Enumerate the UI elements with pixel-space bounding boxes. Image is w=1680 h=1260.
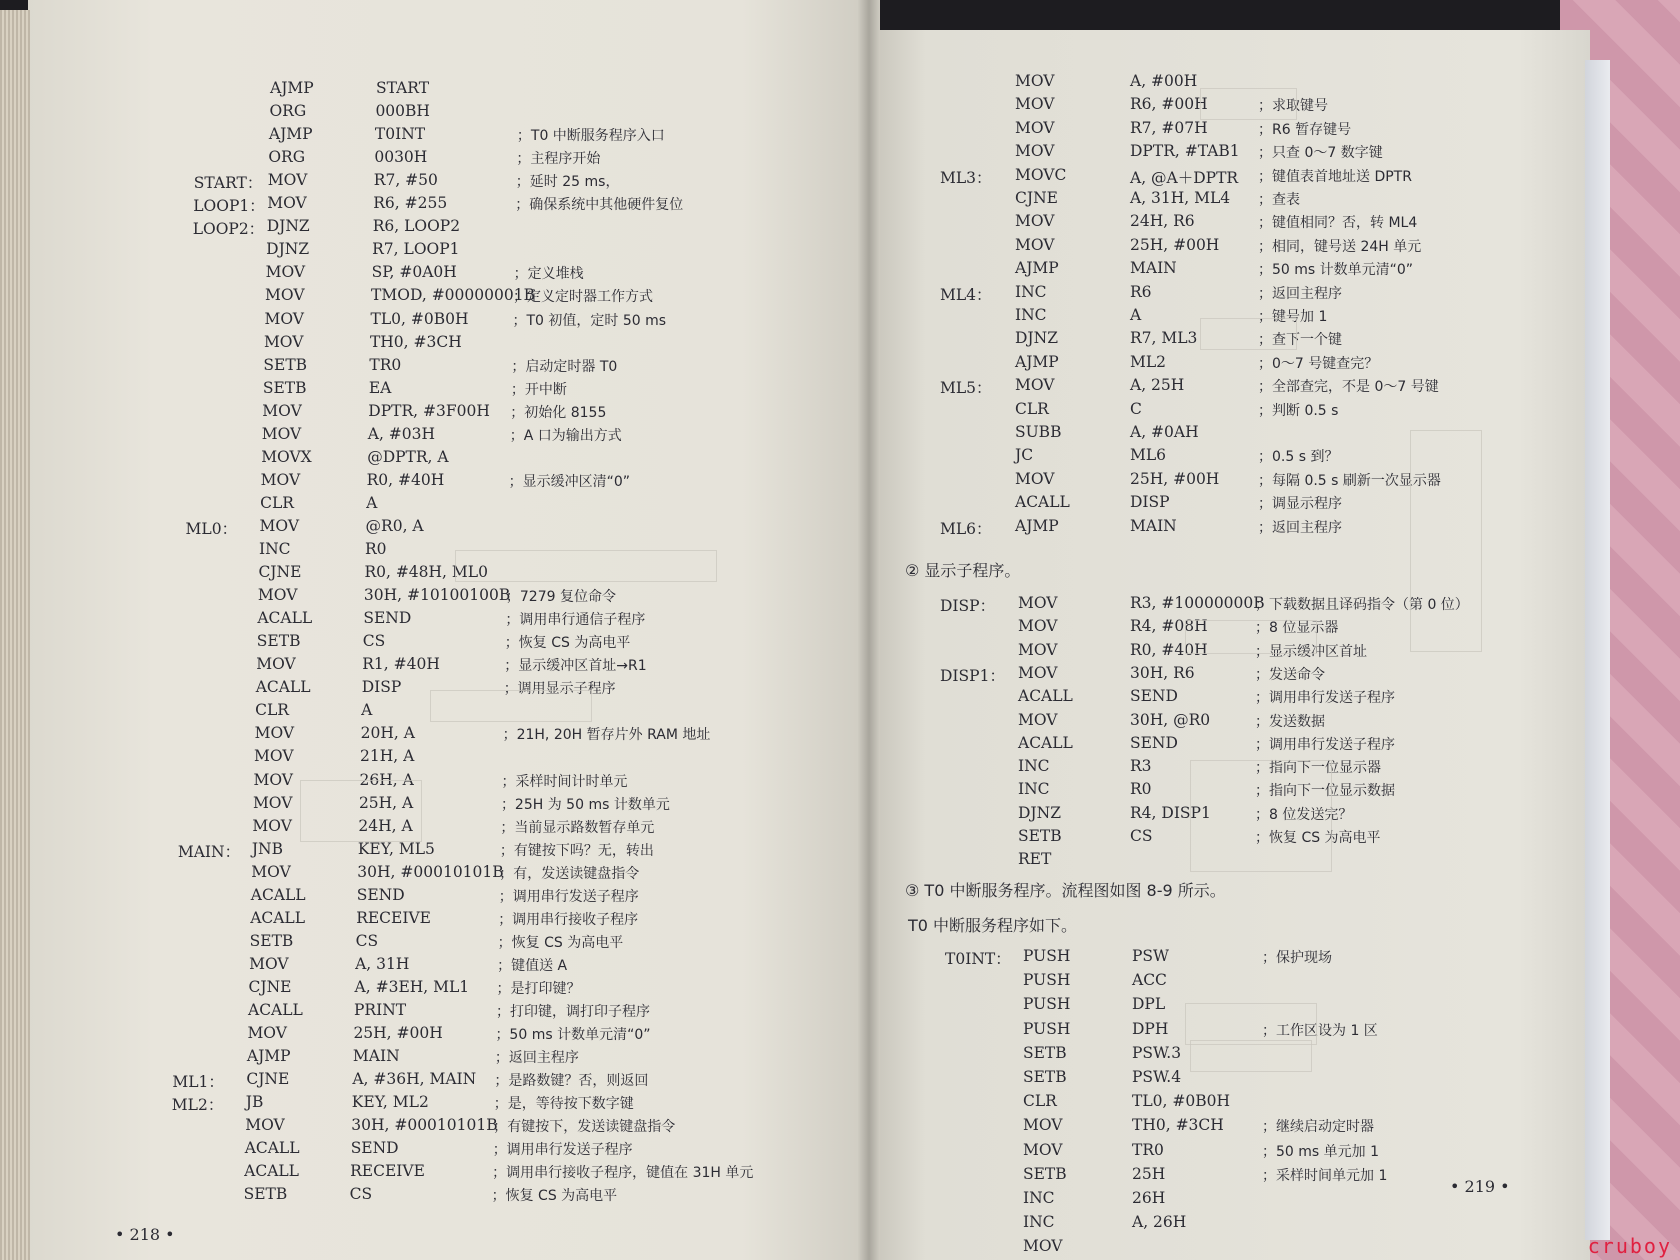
code-op: SETB xyxy=(1018,827,1062,845)
code-label: MAIN： xyxy=(177,842,241,861)
code-label: ML2： xyxy=(171,1096,224,1115)
code-arg: SEND xyxy=(356,885,405,904)
code-op: SETB xyxy=(263,355,308,374)
code-cmt: ；返回主程序 xyxy=(494,1050,579,1067)
code-cmt: ；保护现场 xyxy=(1262,950,1332,966)
code-arg: SEND xyxy=(350,1139,399,1158)
section-heading-t0: ③ T0 中断服务程序。流程图如图 8-9 所示。 xyxy=(905,881,1226,900)
code-cmt: ；50 ms 计数单元清“0” xyxy=(495,1027,651,1044)
code-arg: R3, #10000000B xyxy=(1130,594,1265,612)
code-arg: RECEIVE xyxy=(350,1162,425,1181)
code-op: CLR xyxy=(260,493,294,512)
code-arg: PSW.4 xyxy=(1132,1068,1182,1086)
code-arg: A, 31H, ML4 xyxy=(1130,189,1231,207)
section-heading-display: ② 显示子程序。 xyxy=(905,561,1021,580)
code-op: MOV xyxy=(261,424,302,443)
code-cmt: ；是打印键？ xyxy=(496,980,581,997)
code-op: INC xyxy=(1015,282,1047,301)
code-arg: 25H, #00H xyxy=(353,1024,443,1043)
code-op: AJMP xyxy=(268,125,313,144)
code-op: MOV xyxy=(1015,72,1055,90)
code-op: MOV xyxy=(1018,617,1058,636)
code-arg: A xyxy=(366,493,378,512)
code-op: MOV xyxy=(1015,469,1055,488)
code-cmt: ；恢复 CS 为高电平 xyxy=(497,934,624,951)
code-arg: 25H, #00H xyxy=(1130,235,1220,254)
code-label: ML3： xyxy=(940,168,992,187)
code-arg: 30H, R6 xyxy=(1130,663,1195,682)
code-arg: PSW.3 xyxy=(1132,1043,1182,1062)
code-arg: RECEIVE xyxy=(356,908,431,927)
code-arg: SP, #0A0H xyxy=(371,263,457,282)
code-arg: KEY, ML2 xyxy=(351,1093,429,1112)
code-cmt: ；发送数据 xyxy=(1255,713,1325,730)
code-op: MOV xyxy=(1018,640,1058,659)
code-op: SETB xyxy=(249,931,294,950)
code-cmt: ；定义堆栈 xyxy=(513,266,584,283)
bleed-through-box xyxy=(1190,760,1332,872)
code-cmt: ；调用显示子程序 xyxy=(503,681,616,698)
code-arg: 000BH xyxy=(375,102,430,121)
code-arg: PRINT xyxy=(354,1001,407,1019)
code-cmt: ；恢复 CS 为高电平 xyxy=(1255,830,1381,846)
book-spine xyxy=(858,0,880,1260)
code-label: ML0： xyxy=(185,519,238,538)
code-label: T0INT： xyxy=(945,950,1011,968)
code-cmt: ；当前显示路数暂存单元 xyxy=(500,819,655,836)
code-arg: MAIN xyxy=(1130,516,1177,535)
code-cmt: ；调用串行接收子程序 xyxy=(498,911,639,928)
code-cmt: ；R6 暂存键号 xyxy=(1258,121,1352,138)
code-op: INC xyxy=(1018,780,1050,799)
code-arg: T0INT xyxy=(374,125,426,144)
code-op: MOV xyxy=(1015,118,1055,137)
code-op: DJNZ xyxy=(1015,329,1058,348)
code-cmt: ；查表 xyxy=(1258,192,1300,208)
code-op: ACALL xyxy=(244,1139,300,1158)
bleed-through-box xyxy=(430,690,592,722)
code-arg: @R0, A xyxy=(365,516,424,535)
code-arg: DPTR, #TAB1 xyxy=(1130,142,1240,161)
page-number-right: • 219 • xyxy=(1450,1177,1510,1196)
code-op: AJMP xyxy=(1015,516,1059,535)
code-op: MOV xyxy=(1023,1140,1063,1159)
code-cmt: ；相同，键号送 24H 单元 xyxy=(1258,238,1422,255)
code-cmt: ；指向下一位显示数据 xyxy=(1255,783,1395,800)
code-op: INC xyxy=(1023,1189,1055,1207)
code-cmt: ；工作区设为 1 区 xyxy=(1262,1022,1378,1039)
code-cmt: ；恢复 CS 为高电平 xyxy=(491,1188,618,1205)
section-subheading-t0: T0 中断服务程序如下。 xyxy=(908,916,1078,935)
code-arg: TL0, #0B0H xyxy=(1132,1092,1230,1111)
code-cmt: ；是路数键？否，则返回 xyxy=(494,1073,649,1090)
code-cmt: ；有键按下，发送读键盘指令 xyxy=(493,1119,676,1136)
code-op: MOV xyxy=(259,516,300,535)
code-arg: CS xyxy=(355,931,379,950)
code-label: DISP： xyxy=(940,597,996,615)
code-cmt: ；开中断 xyxy=(510,381,567,398)
code-op: MOV xyxy=(256,655,296,674)
code-label: LOOP1： xyxy=(193,197,265,216)
code-op: ACALL xyxy=(257,609,313,628)
code-op: SETB xyxy=(1023,1164,1067,1183)
code-cmt: ；0.5 s 到？ xyxy=(1258,449,1339,466)
code-op: CLR xyxy=(255,701,289,720)
code-op: MOV xyxy=(265,263,306,282)
code-cmt: ；25H 为 50 ms 计数单元 xyxy=(500,796,670,813)
code-cmt: ；调用串行发送子程序 xyxy=(498,888,639,905)
code-arg: R6, LOOP2 xyxy=(372,217,461,236)
code-cmt: ；T0 初值，定时 50 ms xyxy=(512,312,667,329)
code-cmt: ；初始化 8155 xyxy=(510,404,607,421)
code-op: ACALL xyxy=(1018,687,1073,706)
code-cmt: ；确保系统中其他硬件复位 xyxy=(515,197,684,214)
code-op: DJNZ xyxy=(266,240,310,259)
code-cmt: ；主程序开始 xyxy=(516,151,601,168)
code-op: MOV xyxy=(257,586,298,605)
code-cmt: ；键号加 1 xyxy=(1258,309,1328,325)
code-cmt: ；键值表首地址送 DPTR xyxy=(1258,168,1412,185)
code-arg: DPH xyxy=(1132,1019,1169,1038)
code-op: MOV xyxy=(264,309,304,328)
code-op: ACALL xyxy=(248,1001,303,1019)
code-op: CJNE xyxy=(246,1070,290,1089)
code-arg: R4, DISP1 xyxy=(1130,803,1211,822)
code-arg: SEND xyxy=(1130,733,1178,752)
code-arg: R0 xyxy=(1130,780,1152,799)
code-op: MOVC xyxy=(1015,165,1067,184)
right-page-edge xyxy=(1585,60,1610,1240)
code-arg: TR0 xyxy=(1132,1140,1164,1159)
bleed-through-box xyxy=(300,780,422,842)
code-cmt: ；定义定时器工作方式 xyxy=(513,289,654,306)
code-op: MOV xyxy=(1018,710,1058,729)
code-arg: 25H, A xyxy=(358,793,414,812)
code-op: INC xyxy=(1015,306,1047,324)
code-op: PUSH xyxy=(1023,995,1071,1014)
code-op: CJNE xyxy=(248,977,292,996)
code-cmt: ；调用串行发送子程序 xyxy=(1255,736,1395,753)
code-arg: R1, #40H xyxy=(362,655,440,674)
code-arg: 20H, A xyxy=(360,724,415,743)
code-arg: A, #00H xyxy=(1130,72,1198,90)
code-arg: SEND xyxy=(363,609,412,628)
code-cmt: ；8 位发送完？ xyxy=(1255,806,1353,823)
code-arg: ML6 xyxy=(1130,446,1167,465)
code-cmt: ；全部查完，不是 0～7 号键 xyxy=(1258,379,1439,396)
code-op: MOV xyxy=(252,793,293,812)
code-arg: R0 xyxy=(365,540,387,558)
code-cmt: ；调用串行通信子程序 xyxy=(505,612,646,629)
code-label: ML4： xyxy=(940,285,992,304)
code-arg: MAIN xyxy=(1130,259,1177,278)
code-arg: 30H, #00010101B xyxy=(351,1116,498,1135)
code-arg: 24H, R6 xyxy=(1130,212,1195,231)
code-cmt: ；只查 0～7 数字键 xyxy=(1258,145,1383,162)
code-arg: DPL xyxy=(1132,995,1166,1014)
code-label: ML1： xyxy=(172,1073,224,1092)
code-cmt: ；调用串行接收子程序，键值在 31H 单元 xyxy=(492,1165,754,1182)
code-op: ORG xyxy=(269,102,307,121)
code-op: SUBB xyxy=(1015,423,1062,441)
code-arg: DPTR, #3F00H xyxy=(368,401,490,420)
code-arg: 24H, A xyxy=(358,816,413,835)
code-cmt: ；显示缓冲区首址→R1 xyxy=(504,658,647,675)
code-arg: A xyxy=(361,701,373,720)
page-stack-edge xyxy=(0,10,30,1260)
code-op: CLR xyxy=(1015,399,1049,418)
bleed-through-box xyxy=(1200,318,1297,350)
code-arg: CS xyxy=(362,632,386,651)
code-cmt: ；返回主程序 xyxy=(1258,285,1342,302)
code-op: DJNZ xyxy=(266,217,310,236)
code-arg: R6, #255 xyxy=(373,194,448,213)
code-cmt: ；恢复 CS 为高电平 xyxy=(504,635,631,652)
code-op: INC xyxy=(259,540,291,558)
code-cmt: ；调用串行发送子程序 xyxy=(492,1142,633,1159)
code-arg: 26H xyxy=(1132,1189,1166,1207)
code-op: SETB xyxy=(1023,1043,1067,1062)
code-cmt: ；采样时间单元加 1 xyxy=(1262,1167,1388,1184)
code-arg: R0, #40H xyxy=(366,470,445,489)
code-op: ACALL xyxy=(1018,733,1073,752)
code-cmt: ；显示缓冲区清“0” xyxy=(508,473,631,490)
code-cmt: ；T0 中断服务程序入口 xyxy=(516,128,665,145)
code-arg: R6 xyxy=(1130,282,1152,301)
code-arg: TH0, #3CH xyxy=(369,332,462,351)
code-op: CJNE xyxy=(1015,189,1058,207)
code-op: MOV xyxy=(253,770,293,789)
code-label: START： xyxy=(193,174,263,193)
code-op: MOV xyxy=(1015,142,1055,161)
code-op: AJMP xyxy=(1015,352,1059,371)
code-cmt: ；打印键，调打印子程序 xyxy=(496,1004,650,1020)
code-cmt: ；调用串行发送子程序 xyxy=(1255,690,1395,707)
code-op: MOV xyxy=(247,1024,287,1043)
code-label: ML6： xyxy=(940,519,992,538)
code-op: MOV xyxy=(249,954,289,973)
code-arg: A, 31H xyxy=(355,954,410,973)
code-cmt: ；21H, 20H 暂存片外 RAM 地址 xyxy=(502,727,711,744)
code-op: SETB xyxy=(1023,1068,1067,1086)
code-op: ORG xyxy=(268,148,306,167)
code-op: MOVX xyxy=(261,447,312,466)
code-op: MOV xyxy=(1015,95,1055,114)
code-op: ACALL xyxy=(255,678,311,697)
bleed-through-box xyxy=(1185,1003,1317,1045)
code-op: MOV xyxy=(1023,1237,1063,1256)
code-op: MOV xyxy=(1023,1116,1063,1135)
code-arg: KEY, ML5 xyxy=(357,839,435,858)
code-label: ML5： xyxy=(940,379,992,398)
code-arg: MAIN xyxy=(352,1047,400,1066)
code-op: PUSH xyxy=(1023,947,1071,965)
code-arg: A, #3EH, ML1 xyxy=(354,977,470,996)
code-op: MOV xyxy=(245,1116,285,1135)
code-cmt: ；显示缓冲区首址 xyxy=(1255,643,1367,660)
code-arg: DISP xyxy=(1130,493,1170,512)
bleed-through-box xyxy=(1190,1040,1312,1072)
code-cmt: ；每隔 0.5 s 刷新一次显示器 xyxy=(1258,472,1441,489)
code-label: DISP1： xyxy=(940,666,1005,685)
code-arg: R7, ML3 xyxy=(1130,329,1198,348)
code-arg: 30H, #10100100B xyxy=(363,586,511,605)
code-op: MOV xyxy=(1015,235,1055,254)
code-op: SETB xyxy=(262,378,307,397)
bleed-through-box xyxy=(1185,620,1317,654)
code-op: MOV xyxy=(262,401,302,420)
code-cmt: ；求取键号 xyxy=(1258,98,1328,115)
code-cmt: ；键值相同？否，转 ML4 xyxy=(1258,215,1418,232)
code-op: DJNZ xyxy=(1018,803,1061,822)
code-cmt: ；判断 0.5 s xyxy=(1258,402,1339,419)
bleed-through-box xyxy=(1410,430,1482,652)
code-arg: A, #36H, MAIN xyxy=(352,1070,477,1089)
code-arg: R7, LOOP1 xyxy=(372,240,460,259)
code-op: AJMP xyxy=(270,79,314,97)
code-arg: R0, #40H xyxy=(1130,640,1208,659)
code-cmt: ；继续启动定时器 xyxy=(1262,1119,1374,1136)
code-arg: ML2 xyxy=(1130,352,1167,371)
code-arg: R7, #50 xyxy=(373,171,438,190)
code-arg: ACC xyxy=(1132,971,1167,990)
code-arg: R6, #00H xyxy=(1130,95,1208,114)
code-op: ACALL xyxy=(250,885,306,904)
code-op: INC xyxy=(1023,1213,1055,1232)
code-op: MOV xyxy=(1015,212,1055,231)
code-arg: TL0, #0B0H xyxy=(370,309,469,328)
code-op: MOV xyxy=(1015,376,1055,395)
code-op: AJMP xyxy=(1015,259,1059,278)
code-cmt: ；键值送 A xyxy=(497,957,568,974)
code-op: JNB xyxy=(251,839,284,858)
code-cmt: ；延时 25 ms， xyxy=(515,174,620,191)
code-cmt: ；50 ms 计数单元清“0” xyxy=(1258,262,1414,279)
code-arg: A, 26H xyxy=(1132,1213,1187,1232)
code-op: MOV xyxy=(260,470,301,489)
code-op: JB xyxy=(245,1093,264,1112)
code-arg: A xyxy=(1130,306,1142,324)
code-arg: TMOD, #00000001B xyxy=(371,286,535,305)
code-op: MOV xyxy=(1018,594,1058,612)
bleed-through-box xyxy=(1200,88,1297,120)
code-cmt: ；50 ms 单元加 1 xyxy=(1262,1143,1380,1160)
code-arg: R7, #07H xyxy=(1130,118,1208,137)
code-op: JC xyxy=(1015,446,1034,465)
code-arg: 30H, @R0 xyxy=(1130,710,1211,729)
code-arg: R3 xyxy=(1130,757,1152,776)
code-cmt: ；8 位显示器 xyxy=(1255,620,1339,637)
code-op: ACALL xyxy=(244,1162,299,1181)
code-op: MOV xyxy=(251,862,291,881)
code-op: ACALL xyxy=(250,908,306,927)
code-arg: CS xyxy=(349,1185,373,1204)
code-label: LOOP2： xyxy=(192,220,265,239)
code-op: SETB xyxy=(256,632,301,651)
watermark: cruboy xyxy=(1587,1234,1672,1258)
code-cmt: ；返回主程序 xyxy=(1258,519,1342,536)
code-op: CJNE xyxy=(258,563,302,582)
code-op: SETB xyxy=(243,1185,288,1204)
code-cmt: ；指向下一位显示器 xyxy=(1255,760,1381,777)
code-cmt: ；7279 复位命令 xyxy=(505,589,616,606)
code-arg: EA xyxy=(368,378,392,397)
code-arg: A, 25H xyxy=(1130,376,1185,395)
code-cmt: ；查下一个键 xyxy=(1258,332,1342,349)
code-arg: PSW xyxy=(1132,947,1169,965)
code-arg: 30H, #00010101B xyxy=(357,862,504,881)
code-arg: TR0 xyxy=(369,355,402,374)
code-arg: @DPTR, A xyxy=(367,447,449,466)
code-op: PUSH xyxy=(1023,1019,1071,1038)
code-op: PUSH xyxy=(1023,971,1071,990)
code-arg: A, @A＋DPTR xyxy=(1130,168,1239,187)
code-op: AJMP xyxy=(246,1047,291,1066)
code-arg: CS xyxy=(1130,827,1153,845)
code-cmt: ；下载数据且译码指令（第 0 位） xyxy=(1255,597,1469,613)
code-arg: 25H, #00H xyxy=(1130,469,1220,488)
code-op: ACALL xyxy=(1015,493,1070,512)
code-arg: START xyxy=(376,79,430,97)
code-op: MOV xyxy=(254,724,295,743)
code-op: MOV xyxy=(267,194,307,213)
code-arg: C xyxy=(1130,399,1142,418)
code-arg: DISP xyxy=(361,678,402,697)
code-cmt: ；A 口为输出方式 xyxy=(509,427,622,444)
code-arg: 0030H xyxy=(374,148,428,167)
code-op: MOV xyxy=(265,286,305,305)
code-cmt: ；0～7 号键查完？ xyxy=(1258,355,1379,372)
code-arg: 25H xyxy=(1132,1164,1166,1183)
code-op: MOV xyxy=(263,332,304,351)
code-arg: R0, #48H, ML0 xyxy=(364,563,488,582)
code-cmt: ；有键按下吗？无，转出 xyxy=(499,842,654,859)
code-cmt: ；有，发送读键盘指令 xyxy=(499,865,640,882)
code-arg: 21H, A xyxy=(360,747,415,766)
code-arg: A, #03H xyxy=(367,424,436,443)
code-arg: SEND xyxy=(1130,687,1178,706)
code-arg: 26H, A xyxy=(359,770,414,789)
code-arg: TH0, #3CH xyxy=(1132,1116,1224,1135)
bleed-through-box xyxy=(455,550,717,582)
code-op: MOV xyxy=(1018,663,1058,682)
code-op: INC xyxy=(1018,757,1050,776)
code-arg: A, #0AH xyxy=(1130,423,1199,441)
code-cmt: ；调显示程序 xyxy=(1258,496,1342,513)
code-cmt: ；启动定时器 T0 xyxy=(511,358,618,375)
code-op: CLR xyxy=(1023,1092,1057,1111)
code-op: MOV xyxy=(252,816,292,835)
page-number-left: • 218 • xyxy=(115,1225,175,1244)
code-arg: R4, #08H xyxy=(1130,617,1208,636)
code-op: MOV xyxy=(254,747,294,766)
code-op: RET xyxy=(1018,850,1052,869)
code-cmt: ；采样时间计时单元 xyxy=(501,773,628,790)
code-cmt: ；发送命令 xyxy=(1255,666,1325,683)
code-op: MOV xyxy=(267,171,308,190)
code-cmt: ；是，等待按下数字键 xyxy=(493,1096,634,1113)
